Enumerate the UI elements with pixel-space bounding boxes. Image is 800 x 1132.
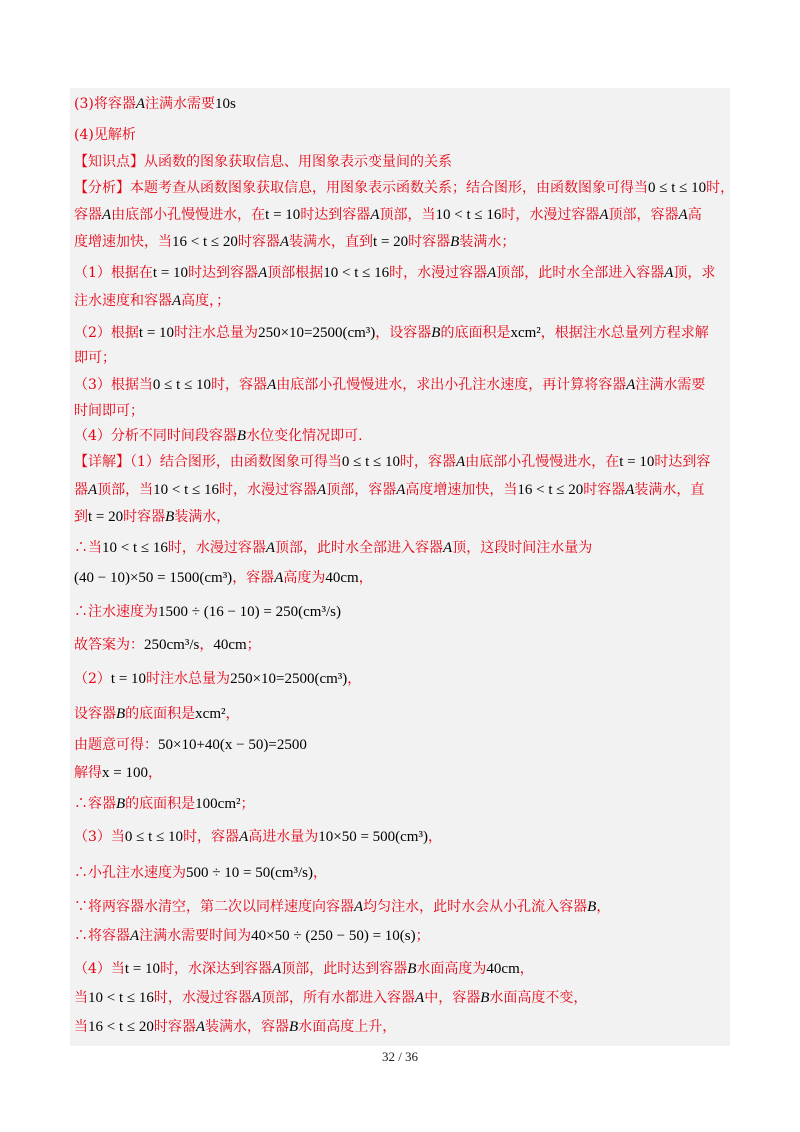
line-12: [74, 400, 728, 422]
text-run: 时，容器: [211, 377, 268, 393]
text-run: 器: [74, 482, 88, 498]
math-variable: B: [587, 899, 597, 915]
text-run: （2）根据: [74, 325, 139, 341]
math-expression: 40cm: [486, 961, 520, 977]
math-variable: A: [664, 265, 674, 281]
text-run: 当: [74, 990, 88, 1006]
text-run: 时，水深达到容器: [160, 961, 273, 977]
line-20: [74, 634, 728, 656]
line-26: [74, 826, 728, 848]
math-variable: A: [102, 207, 112, 223]
text-run: 设容器: [74, 706, 116, 722]
text-run: 顶部根据: [267, 265, 324, 281]
text-run: 高度，；: [181, 293, 231, 309]
text-run: 时达到容器: [300, 207, 371, 223]
text-run: 时注水总量为: [174, 325, 259, 341]
text-run: (4)见解析: [74, 127, 136, 143]
math-expression: 1500 ÷ (16 − 10) = 250(cm³/s): [158, 604, 341, 620]
math-expression: 16 < t ≤ 20: [172, 234, 238, 250]
text-run: 【分析】本题考查从函数图象获取信息，用图象表示函数关系；结合图形，由函数图象可得当: [74, 180, 648, 196]
text-run: 时，: [706, 180, 735, 196]
text-run: 顶部，此时水全部进入容器: [496, 265, 665, 281]
math-expression: 10×50 = 500(cm³): [318, 829, 428, 845]
math-expression: 0 ≤ t ≤ 10: [648, 180, 707, 196]
line-18: [74, 567, 728, 589]
math-variable: B: [116, 706, 126, 722]
text-run: 时达到容器: [188, 265, 259, 281]
text-run: 故答案为：: [74, 637, 144, 653]
math-expression: 16 < t ≤ 20: [517, 482, 584, 498]
math-variable: B: [480, 990, 490, 1006]
line-32: [74, 1016, 728, 1038]
text-run: 高度为: [283, 570, 326, 586]
math-expression: 10 < t ≤ 16: [435, 207, 502, 223]
text-run: ∴当: [74, 540, 102, 556]
text-run: 到: [74, 509, 88, 525]
text-run: （4）分析不同时间段容器: [74, 428, 237, 444]
math-expression: 40cm: [213, 637, 247, 653]
text-run: 注满水需要: [145, 96, 216, 112]
math-expression: 10 < t ≤ 16: [153, 482, 220, 498]
text-run: 装满水，: [174, 509, 231, 525]
math-variable: A: [626, 377, 636, 393]
math-expression: 250×10=2500(cm³): [258, 325, 376, 341]
text-run: （3）根据当: [74, 377, 153, 393]
math-expression: 40cm: [325, 570, 359, 586]
text-run: ∴容器: [74, 796, 116, 812]
line-8: [74, 290, 728, 312]
math-variable: B: [431, 325, 441, 341]
text-run: ∴将容器: [74, 928, 130, 944]
text-run: 时间即可；: [74, 403, 144, 419]
line-13: [74, 425, 728, 447]
text-run: 装满水；: [459, 234, 516, 250]
math-variable: A: [354, 899, 364, 915]
line-6: [74, 231, 728, 253]
text-run: ；: [240, 796, 255, 812]
math-expression: 250cm³/s: [144, 637, 200, 653]
math-expression: 100cm²: [195, 796, 241, 812]
text-run: 【知识点】从函数的图象获取信息、用图象表示变量间的关系: [74, 154, 452, 170]
text-run: ，: [347, 671, 362, 687]
math-variable: A: [625, 482, 635, 498]
math-variable: A: [172, 293, 182, 309]
text-run: 时容器: [237, 234, 280, 250]
math-expression: 10 < t ≤ 16: [323, 265, 390, 281]
line-19: [74, 601, 728, 623]
math-variable: A: [265, 540, 276, 556]
math-variable: A: [272, 961, 282, 977]
line-5: [74, 204, 728, 226]
line-23: [74, 734, 728, 756]
line-1: [74, 93, 728, 115]
line-7: [74, 262, 728, 284]
math-variable: A: [678, 207, 688, 223]
math-expression: 10 < t ≤ 16: [88, 990, 154, 1006]
text-run: ，: [519, 961, 534, 977]
text-run: 装满水，直到: [289, 234, 374, 250]
math-expression: t = 20: [373, 234, 409, 250]
text-run: 顶部，当: [97, 482, 154, 498]
text-run: ，: [225, 706, 240, 722]
line-25: [74, 793, 728, 815]
text-run: 时注水总量为: [146, 671, 231, 687]
text-run: 时容器: [153, 1019, 196, 1035]
text-run: 容器: [74, 207, 102, 223]
math-expression: t = 10: [619, 454, 655, 470]
text-run: ，设容器: [375, 325, 432, 341]
math-variable: A: [370, 207, 380, 223]
line-10: [74, 347, 728, 369]
text-run: 水面高度不变，: [489, 990, 588, 1006]
line-22: [74, 703, 728, 725]
text-run: 注满水需要: [635, 377, 706, 393]
text-run: 高进水量为: [248, 829, 319, 845]
text-run: 时，水漫过容器: [167, 540, 266, 556]
line-14: [74, 451, 728, 473]
math-variable: A: [456, 454, 466, 470]
text-run: 顶部，容器: [326, 482, 397, 498]
text-run: ，: [199, 637, 214, 653]
line-17: [74, 537, 728, 559]
text-run: ∴小孔注水速度为: [74, 865, 186, 881]
math-variable: A: [317, 482, 327, 498]
math-expression: t = 10: [265, 207, 301, 223]
text-run: 的底面积是: [125, 706, 196, 722]
line-11: [74, 374, 728, 396]
text-run: 即可；: [74, 350, 116, 366]
text-run: 高: [687, 207, 702, 223]
text-run: 时容器: [123, 509, 166, 525]
math-variable: A: [130, 928, 140, 944]
math-variable: A: [415, 990, 425, 1006]
math-expression: 0 ≤ t ≤ 10: [124, 829, 184, 845]
text-run: 注满水需要时间为: [139, 928, 252, 944]
text-run: 水面高度上升，: [298, 1019, 397, 1035]
math-expression: 16 < t ≤ 20: [88, 1019, 154, 1035]
math-variable: B: [407, 961, 417, 977]
line-28: [74, 896, 728, 918]
math-variable: A: [274, 570, 284, 586]
text-run: （4）当: [74, 961, 125, 977]
math-expression: xcm²: [195, 706, 226, 722]
math-variable: A: [267, 377, 277, 393]
text-run: ，: [313, 865, 328, 881]
text-run: 时，容器: [183, 829, 240, 845]
text-run: ，: [596, 899, 611, 915]
text-run: 注水速度和容器: [74, 293, 172, 309]
text-run: 顶，求: [673, 265, 716, 281]
text-run: 中，容器: [424, 990, 481, 1006]
text-run: ∴注水速度为: [74, 604, 158, 620]
math-expression: 0 ≤ t ≤ 10: [341, 454, 401, 470]
text-run: 高度增速加快，当: [405, 482, 518, 498]
text-run: 顶部，所有水都进入容器: [261, 990, 416, 1006]
math-expression: x = 100: [102, 765, 148, 781]
line-24: [74, 762, 728, 784]
text-run: ；: [415, 928, 430, 944]
text-run: 解得: [74, 765, 102, 781]
text-run: 时达到容: [654, 454, 711, 470]
text-run: 水面高度为: [416, 961, 487, 977]
math-variable: B: [116, 796, 126, 812]
math-expression: (40 − 10)×50 = 1500(cm³): [74, 570, 233, 586]
math-expression: 250×10=2500(cm³): [230, 671, 348, 687]
text-run: ，: [147, 765, 162, 781]
text-run: ，: [358, 570, 373, 586]
math-variable: A: [487, 265, 497, 281]
text-run: （1）根据在: [74, 265, 153, 281]
line-31: [74, 987, 728, 1009]
text-run: 【详解】（1）结合图形，由函数图象可得当: [74, 454, 342, 470]
text-run: 顶部，此时水全部进入容器: [275, 540, 444, 556]
math-variable: B: [450, 234, 460, 250]
math-variable: A: [88, 482, 98, 498]
text-run: ；: [246, 637, 261, 653]
text-run: 时，容器: [400, 454, 457, 470]
text-run: 度增速加快，当: [74, 234, 172, 250]
text-run: 顶部，容器: [608, 207, 679, 223]
line-30: [74, 958, 728, 980]
text-run: 的底面积是: [440, 325, 511, 341]
math-variable: A: [195, 1019, 206, 1035]
math-expression: t = 10: [124, 961, 161, 977]
text-run: ，容器: [232, 570, 275, 586]
math-expression: xcm²: [510, 325, 541, 341]
text-run: 时，水漫过容器: [501, 207, 600, 223]
line-27: [74, 862, 728, 884]
text-run: 时，水漫过容器: [153, 990, 252, 1006]
text-run: 顶部，当: [379, 207, 436, 223]
math-variable: A: [279, 234, 290, 250]
line-29: [74, 925, 728, 947]
math-variable: A: [599, 207, 609, 223]
line-3: [74, 151, 728, 173]
text-run: 顶，这段时间注水量为: [452, 540, 593, 556]
text-run: 由底部小孔慢慢进水，在: [111, 207, 266, 223]
text-run: 装满水，直: [634, 482, 705, 498]
math-expression: 10s: [215, 96, 236, 112]
text-run: 时容器: [583, 482, 626, 498]
text-run: 时容器: [408, 234, 451, 250]
line-16: [74, 506, 728, 528]
text-run: （2）: [74, 671, 111, 687]
math-expression: 10 < t ≤ 16: [102, 540, 168, 556]
math-expression: 0 ≤ t ≤ 10: [152, 377, 212, 393]
text-run: (3)将容器: [74, 96, 136, 112]
math-variable: A: [443, 540, 453, 556]
math-expression: t = 10: [152, 265, 189, 281]
math-expression: 50×10+40(x − 50)=2500: [158, 737, 307, 753]
text-run: 时，水漫过容器: [389, 265, 488, 281]
text-run: 当: [74, 1019, 88, 1035]
math-variable: A: [135, 96, 146, 112]
text-run: 顶部，此时达到容器: [281, 961, 408, 977]
math-expression: t = 10: [110, 671, 147, 687]
text-run: 由题意可得：: [74, 737, 158, 753]
text-run: 时，水漫过容器: [219, 482, 318, 498]
page-number: 32 / 36: [381, 1049, 419, 1064]
math-expression: 500 ÷ 10 = 50(cm³/s): [186, 865, 314, 881]
text-run: 的底面积是: [125, 796, 196, 812]
math-expression: 40×50 ÷ (250 − 50) = 10(s): [251, 928, 416, 944]
line-15: [74, 479, 728, 501]
math-variable: A: [251, 990, 262, 1006]
text-run: 由底部小孔慢慢进水，在: [465, 454, 620, 470]
math-variable: B: [236, 428, 247, 444]
text-run: （3）当: [74, 829, 125, 845]
math-variable: B: [165, 509, 175, 525]
text-run: ，: [427, 829, 442, 845]
math-variable: A: [396, 482, 406, 498]
math-variable: A: [239, 829, 249, 845]
math-expression: t = 10: [138, 325, 175, 341]
text-run: 均匀注水，此时水会从小孔流入容器: [363, 899, 588, 915]
text-run: 水位变化情况即可.: [246, 428, 363, 444]
math-variable: A: [258, 265, 268, 281]
line-21: [74, 668, 728, 690]
line-4: [74, 177, 735, 199]
text-run: ∵将两容器水清空，第二次以同样速度向容器: [74, 899, 354, 915]
line-9: [74, 322, 728, 344]
text-run: 由底部小孔慢慢进水，求出小孔注水速度，再计算将容器: [276, 377, 627, 393]
text-run: 装满水，容器: [205, 1019, 290, 1035]
text-run: ，根据注水总量列方程求解: [540, 325, 709, 341]
line-2: [74, 124, 728, 146]
math-expression: t = 20: [88, 509, 124, 525]
math-variable: B: [289, 1019, 299, 1035]
